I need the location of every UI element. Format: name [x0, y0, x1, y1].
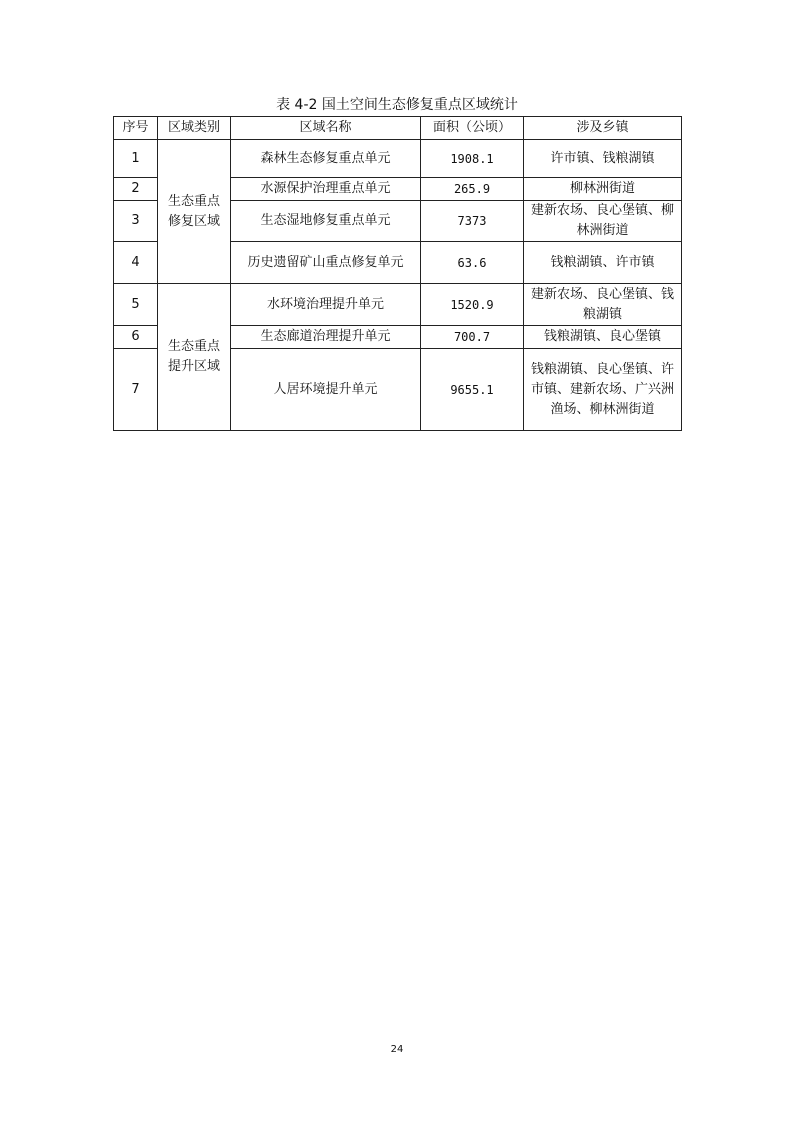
row-serial: 5 — [114, 284, 158, 326]
row-name: 森林生态修复重点单元 — [231, 140, 421, 178]
table-row — [114, 140, 682, 178]
page-number: 24 — [390, 1044, 404, 1055]
row-serial: 3 — [114, 201, 158, 242]
row-name: 生态廊道治理提升单元 — [231, 326, 421, 349]
row-area: 1908.1 — [421, 140, 524, 178]
header-serial: 序号 — [114, 117, 158, 140]
row-serial: 6 — [114, 326, 158, 349]
row-serial: 7 — [114, 349, 158, 431]
row-area: 9655.1 — [421, 349, 524, 431]
row-area: 700.7 — [421, 326, 524, 349]
row-area: 1520.9 — [421, 284, 524, 326]
row-serial: 2 — [114, 178, 158, 201]
row-name: 人居环境提升单元 — [231, 349, 421, 431]
row-towns: 钱粮湖镇、良心堡镇 — [524, 326, 682, 349]
table-caption: 表 4-2 国土空间生态修复重点区域统计 — [276, 97, 518, 113]
row-towns: 建新农场、良心堡镇、柳林洲街道 — [524, 201, 682, 242]
row-category: 生态重点修复区域 — [158, 140, 231, 284]
row-name: 历史遗留矿山重点修复单元 — [231, 242, 421, 284]
row-towns: 柳林洲街道 — [524, 178, 682, 201]
row-area: 63.6 — [421, 242, 524, 284]
row-name: 水源保护治理重点单元 — [231, 178, 421, 201]
row-category: 生态重点提升区域 — [158, 284, 231, 431]
row-name: 生态湿地修复重点单元 — [231, 201, 421, 242]
header-category: 区域类别 — [158, 117, 231, 140]
row-towns: 许市镇、钱粮湖镇 — [524, 140, 682, 178]
row-name: 水环境治理提升单元 — [231, 284, 421, 326]
header-name: 区域名称 — [231, 117, 421, 140]
row-towns: 建新农场、良心堡镇、钱粮湖镇 — [524, 284, 682, 326]
table-row — [114, 284, 682, 326]
ecological-restoration-table — [113, 116, 682, 431]
row-towns: 钱粮湖镇、许市镇 — [524, 242, 682, 284]
table-header-row — [114, 117, 682, 140]
row-serial: 1 — [114, 140, 158, 178]
row-serial: 4 — [114, 242, 158, 284]
row-area: 265.9 — [421, 178, 524, 201]
header-area: 面积（公顷） — [421, 117, 524, 140]
header-towns: 涉及乡镇 — [524, 117, 682, 140]
row-towns: 钱粮湖镇、良心堡镇、许市镇、建新农场、广兴洲渔场、柳林洲街道 — [524, 349, 682, 431]
row-area: 7373 — [421, 201, 524, 242]
